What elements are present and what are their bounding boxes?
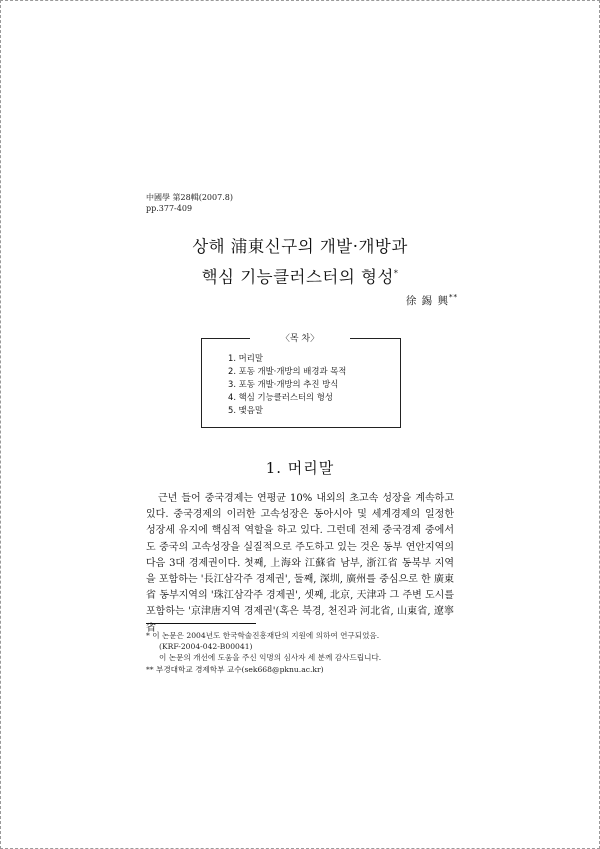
author-name: 徐 錫 興 (405, 295, 449, 307)
table-of-contents (201, 338, 401, 428)
author-footnote-mark: ** (449, 293, 458, 302)
footnote-1-line-3: 이 논문의 개선에 도움을 주신 익명의 심사자 세 분께 감사드립니다. (159, 653, 382, 663)
title-footnote-mark: * (393, 269, 399, 278)
toc-heading: 〈목 차〉 (250, 331, 350, 344)
title-line-2 (0, 260, 600, 291)
toc-item: 5. 맺음말 (228, 405, 263, 415)
section-heading: 1. 머리말 (265, 459, 335, 477)
toc-item: 4. 핵심 기능클러스터의 형성 (228, 392, 333, 402)
toc-item: 1. 머리말 (228, 353, 263, 363)
footnotes (146, 630, 446, 675)
author (406, 293, 458, 308)
footnote-divider (146, 623, 256, 624)
toc-item: 3. 포동 개발·개방의 추진 방식 (228, 379, 339, 389)
footnote-1-line-1: * 이 논문은 2004년도 한국학술진흥재단의 지원에 의하여 연구되었음. (146, 631, 380, 640)
footnote-1-line-2: (KRF-2004-042-B00041) (159, 642, 253, 652)
body-paragraph: 근년 들어 중국경제는 연평균 10% 내외의 초고속 성장을 계속하고 있다. 중국경제의 이러한 고속성장은 동아시아 및 세계경제의 일정한 성장세 유지에 핵심적 역할을 하고 있다. 그런데 전체 중국경제 중에서도 중국의 고속성장을 실질적으로 주도하고 있는 것은 동부 연안지역의 다음 3대 경제권이다. 첫째, 上海와 江蘇省 남부, 浙江省 동북부 지역을 포함하는 '長江삼각주 경제권', 둘째, 深圳, 廣州를 중심으로 한 廣東省 동부지역의 '珠江삼각주 경제권', 셋째, 北京, 天津과 그 주변 도시를 포함하는 '京津唐지역 경제권'(혹은 북경, 천진과 河北省, 山東省, 遼寧省 (146, 493, 454, 634)
title-line-2-text: 핵심 기능클러스터의 형성 (201, 267, 394, 287)
title-line-1: 상해 浦東신구의 개발·개방과 (192, 237, 408, 256)
journal-pages: pp.377-409 (146, 204, 193, 213)
toc-item: 2. 포동 개발·개방의 배경과 목적 (228, 366, 347, 376)
body-text (146, 491, 454, 637)
paper-title (0, 233, 600, 291)
toc-list (228, 352, 346, 417)
footnote-2: ** 부경대학교 경제학부 교수(sek668@pknu.ac.kr) (146, 664, 324, 674)
journal-issue: 中國學 第28輯(2007.8) (146, 193, 233, 202)
journal-info (146, 192, 233, 214)
